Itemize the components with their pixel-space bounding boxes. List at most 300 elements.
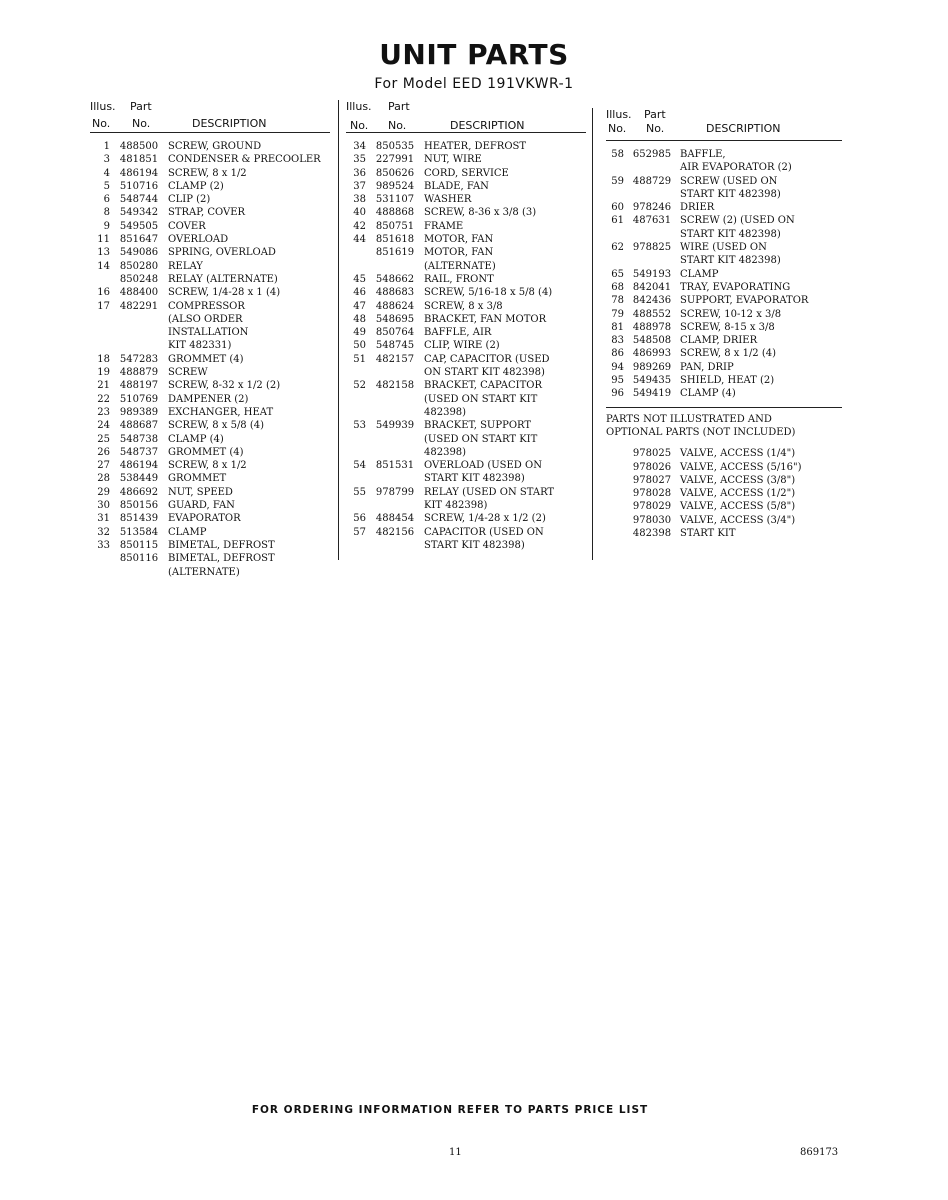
part-number: 548695 — [375, 313, 415, 325]
part-number: 531107 — [375, 194, 415, 206]
part-number: 978028 — [632, 488, 672, 500]
header-description: DESCRIPTION — [192, 117, 267, 130]
part-description: CLAMP (4) — [680, 388, 736, 400]
illus-number — [346, 366, 366, 379]
table-row — [606, 527, 842, 540]
illus-number: 65 — [611, 268, 624, 280]
part-description: NUT, WIRE — [424, 154, 482, 166]
part-description: (ALTERNATE) — [168, 566, 240, 578]
illus-number: 62 — [611, 242, 624, 254]
part-number: 482157 — [375, 353, 415, 365]
table-row — [90, 246, 330, 259]
illus-number — [90, 273, 110, 286]
table-row — [606, 188, 842, 201]
part-number: 488879 — [119, 367, 159, 379]
part-description: (USED ON START KIT — [424, 393, 538, 405]
table-row — [606, 374, 842, 387]
illus-number: 6 — [103, 194, 110, 206]
table-row — [90, 260, 330, 273]
part-description: 482398) — [424, 406, 467, 418]
illus-number — [346, 246, 366, 259]
illus-number: 49 — [353, 327, 366, 339]
part-description: SCREW, 8-36 x 3/8 (3) — [424, 207, 537, 219]
part-number: 488687 — [119, 420, 159, 432]
part-number — [366, 433, 424, 446]
table-row — [346, 206, 586, 219]
part-description: SCREW, 8 x 1/2 — [168, 460, 247, 472]
illus-number: 30 — [97, 500, 110, 512]
part-description: CLIP, WIRE (2) — [424, 340, 500, 352]
parts-list — [346, 140, 586, 552]
illus-number — [606, 514, 624, 527]
illus-number: 16 — [97, 287, 110, 299]
header-illus: Illus. — [90, 100, 116, 113]
part-description: VALVE, ACCESS (5/8") — [680, 501, 796, 513]
table-row — [90, 406, 330, 419]
part-number: 548738 — [119, 433, 159, 445]
part-description: CONDENSER & PRECOOLER — [168, 154, 321, 166]
part-description: GROMMET (4) — [168, 446, 244, 458]
part-description: CLAMP — [168, 526, 207, 538]
table-row — [346, 459, 586, 472]
part-description: START KIT 482398) — [680, 255, 781, 267]
illus-number: 53 — [353, 420, 366, 432]
header-part-no: No. — [388, 119, 407, 132]
part-number: 488552 — [632, 308, 672, 320]
illus-number: 34 — [353, 141, 366, 152]
part-description: SCREW, 1/4-28 x 1/2 (2) — [424, 513, 546, 525]
illus-number: 96 — [611, 388, 624, 400]
part-description: DAMPENER (2) — [168, 393, 249, 405]
part-description: KIT 482398) — [424, 500, 488, 512]
part-description: GROMMET — [168, 473, 227, 485]
part-description: SPRING, OVERLOAD — [168, 247, 276, 259]
part-description: PAN, DRIP — [680, 361, 734, 373]
part-number: 482398 — [632, 528, 672, 540]
optional-parts-note — [606, 407, 842, 440]
table-row — [90, 512, 330, 525]
illus-number: 22 — [97, 393, 110, 405]
table-row — [90, 339, 330, 352]
illus-number: 44 — [353, 234, 366, 246]
part-number: 549419 — [632, 388, 672, 400]
part-description: SCREW (2) (USED ON — [680, 215, 795, 227]
part-number: 989269 — [632, 361, 672, 373]
table-row — [90, 459, 330, 472]
part-number: 989389 — [119, 406, 159, 418]
table-row — [606, 321, 842, 334]
part-number — [110, 566, 168, 579]
table-row — [346, 153, 586, 166]
note-line: PARTS NOT ILLUSTRATED AND — [606, 413, 772, 425]
part-number: 978799 — [375, 486, 415, 498]
part-number: 488500 — [119, 141, 159, 152]
part-number — [624, 254, 680, 267]
illus-number: 51 — [353, 353, 366, 365]
part-number: 510769 — [119, 393, 159, 405]
illus-number: 18 — [97, 353, 110, 365]
part-number: 549193 — [632, 268, 672, 280]
part-description: ON START KIT 482398) — [424, 367, 545, 379]
part-description: CLIP (2) — [168, 194, 211, 206]
illus-number: 60 — [611, 202, 624, 214]
part-number: 978825 — [632, 242, 672, 254]
part-description: MOTOR, FAN — [424, 234, 494, 246]
illus-number — [606, 161, 624, 174]
illus-number: 37 — [353, 180, 366, 192]
table-row — [606, 334, 842, 347]
table-row — [346, 353, 586, 366]
part-number: 978025 — [632, 448, 672, 460]
column-divider — [592, 108, 593, 560]
parts-column-3 — [606, 108, 842, 540]
part-description: CLAMP (4) — [168, 433, 224, 445]
column-header — [346, 100, 586, 133]
illus-number — [606, 228, 624, 241]
part-number: 538449 — [119, 473, 159, 485]
illus-number — [90, 339, 110, 352]
part-number: 227991 — [375, 154, 415, 166]
table-row — [606, 387, 842, 400]
part-description: DRIER — [680, 202, 715, 214]
table-row — [346, 446, 586, 459]
part-description: SCREW, 8 x 3/8 — [424, 300, 503, 312]
illus-number: 56 — [353, 513, 366, 525]
part-description: SCREW, 8-15 x 3/8 — [680, 321, 775, 333]
part-description: CLAMP (2) — [168, 180, 224, 192]
illus-number: 48 — [353, 313, 366, 325]
part-number: 842041 — [632, 281, 672, 293]
part-number: 547283 — [119, 353, 159, 365]
part-number: 486993 — [632, 348, 672, 360]
illus-number: 59 — [611, 175, 624, 187]
part-description: START KIT — [680, 528, 736, 540]
part-description: NUT, SPEED — [168, 486, 233, 498]
part-number: 850535 — [375, 141, 415, 152]
table-row — [90, 539, 330, 552]
part-description: (ALTERNATE) — [424, 260, 496, 272]
part-description: STRAP, COVER — [168, 207, 246, 219]
table-row — [90, 499, 330, 512]
illus-number: 55 — [353, 486, 366, 498]
part-description: TRAY, EVAPORATING — [680, 281, 791, 293]
illus-number: 23 — [97, 406, 110, 418]
table-row — [606, 175, 842, 188]
illus-number: 4 — [103, 167, 110, 179]
table-row — [90, 313, 330, 326]
part-description: SCREW, 8-32 x 1/2 (2) — [168, 380, 281, 392]
part-description: SCREW, 1/4-28 x 1 (4) — [168, 287, 281, 299]
table-row — [90, 206, 330, 219]
part-number — [110, 313, 168, 326]
table-row — [90, 472, 330, 485]
parts-column-2 — [346, 100, 586, 552]
part-number: 549939 — [375, 420, 415, 432]
table-row — [606, 361, 842, 374]
part-description: RELAY — [168, 260, 203, 272]
illus-number: 45 — [353, 273, 366, 285]
part-number — [366, 406, 424, 419]
table-row — [606, 474, 842, 487]
part-number: 842436 — [632, 295, 672, 307]
part-description: BAFFLE, — [680, 149, 726, 160]
part-number — [110, 326, 168, 339]
table-row — [346, 406, 586, 419]
part-description: VALVE, ACCESS (1/4") — [680, 448, 796, 460]
table-row — [346, 193, 586, 206]
part-description: RELAY (USED ON START — [424, 486, 555, 498]
illus-number: 11 — [97, 234, 110, 246]
table-row — [606, 268, 842, 281]
illus-number: 19 — [97, 367, 110, 379]
table-row — [346, 326, 586, 339]
illus-number — [346, 260, 366, 273]
header-illus: Illus. — [606, 108, 632, 121]
part-number: 548662 — [375, 273, 415, 285]
table-row — [346, 220, 586, 233]
part-number: 488197 — [119, 380, 159, 392]
part-number: 488729 — [632, 175, 672, 187]
illus-number: 40 — [353, 207, 366, 219]
illus-number: 3 — [103, 154, 110, 166]
header-illus: Illus. — [346, 100, 372, 113]
part-number — [366, 472, 424, 485]
part-description: SCREW, 5/16-18 x 5/8 (4) — [424, 287, 553, 299]
part-number: 548744 — [119, 194, 159, 206]
part-description: OVERLOAD (USED ON — [424, 460, 542, 472]
illus-number: 8 — [103, 207, 110, 219]
table-row — [346, 526, 586, 539]
part-number — [366, 499, 424, 512]
illus-number: 32 — [97, 526, 110, 538]
part-number: 548508 — [632, 335, 672, 347]
part-description: SCREW, 8 x 1/2 — [168, 167, 247, 179]
table-row — [606, 241, 842, 254]
part-description: CLAMP, DRIER — [680, 335, 758, 347]
part-number — [624, 188, 680, 201]
illus-number — [346, 393, 366, 406]
parts-column-1 — [90, 100, 330, 579]
part-description: EVAPORATOR — [168, 513, 241, 525]
part-number: 488683 — [375, 287, 415, 299]
part-number: 652985 — [632, 149, 672, 160]
ordering-footer: FOR ORDERING INFORMATION REFER TO PARTS PRICE LIST — [251, 1104, 649, 1116]
part-number: 482158 — [375, 380, 415, 392]
table-row — [90, 180, 330, 193]
illus-number: 52 — [353, 380, 366, 392]
part-description: SUPPORT, EVAPORATOR — [680, 295, 809, 307]
table-row — [90, 393, 330, 406]
part-number: 850116 — [119, 553, 159, 565]
illus-number: 58 — [611, 149, 624, 160]
header-description: DESCRIPTION — [706, 122, 781, 135]
part-description: 482398) — [424, 446, 467, 458]
part-description: FRAME — [424, 220, 464, 232]
table-row — [90, 526, 330, 539]
table-row — [606, 308, 842, 321]
illus-number: 57 — [353, 526, 366, 538]
illus-number: 46 — [353, 287, 366, 299]
part-number: 486194 — [119, 460, 159, 472]
part-description: START KIT 482398) — [680, 228, 781, 240]
part-number: 481851 — [119, 154, 159, 166]
part-description: SCREW (USED ON — [680, 175, 778, 187]
document-number: 869173 — [800, 1147, 839, 1158]
illus-number — [606, 461, 624, 474]
header-part: Part — [644, 108, 666, 121]
illus-number — [606, 500, 624, 513]
illus-number: 33 — [97, 539, 110, 551]
part-description: AIR EVAPORATOR (2) — [680, 162, 792, 174]
illus-number: 78 — [611, 295, 624, 307]
illus-number: 68 — [611, 281, 624, 293]
illus-number: 28 — [97, 473, 110, 485]
table-row — [346, 339, 586, 352]
part-number: 488400 — [119, 287, 159, 299]
optional-parts-list — [606, 447, 842, 540]
part-description: BAFFLE, AIR — [424, 327, 492, 339]
part-description: MOTOR, FAN — [424, 247, 494, 259]
part-description: SCREW — [168, 367, 208, 379]
part-number: 978029 — [632, 501, 672, 513]
illus-number: 13 — [97, 247, 110, 259]
part-number: 850248 — [119, 273, 159, 285]
illus-number — [606, 254, 624, 267]
table-row — [90, 446, 330, 459]
part-description: START KIT 482398) — [680, 188, 781, 200]
illus-number: 31 — [97, 513, 110, 525]
table-row — [90, 286, 330, 299]
part-number: 487631 — [632, 215, 672, 227]
illus-number: 27 — [97, 460, 110, 472]
table-row — [90, 486, 330, 499]
table-row — [606, 347, 842, 360]
header-part-no: No. — [132, 117, 151, 130]
table-row — [346, 180, 586, 193]
illus-number — [606, 474, 624, 487]
part-description: EXCHANGER, HEAT — [168, 406, 274, 418]
part-number: 978027 — [632, 474, 672, 486]
part-description: VALVE, ACCESS (5/16") — [680, 461, 802, 473]
part-number — [624, 228, 680, 241]
illus-number: 42 — [353, 220, 366, 232]
header-illus-no: No. — [92, 117, 111, 130]
illus-number: 54 — [353, 460, 366, 472]
table-row — [346, 472, 586, 485]
part-number — [366, 446, 424, 459]
illus-number: 17 — [97, 300, 110, 312]
illus-number: 86 — [611, 348, 624, 360]
illus-number: 21 — [97, 380, 110, 392]
illus-number: 81 — [611, 321, 624, 333]
table-row — [90, 233, 330, 246]
part-number: 482156 — [375, 526, 415, 538]
part-description: CORD, SERVICE — [424, 167, 509, 179]
part-description: VALVE, ACCESS (1/2") — [680, 488, 796, 500]
part-description: RAIL, FRONT — [424, 273, 494, 285]
table-row — [346, 273, 586, 286]
model-subtitle: For Model EED 191VKWR-1 — [374, 76, 574, 92]
illus-number — [90, 552, 110, 565]
part-description: SCREW, GROUND — [168, 141, 262, 152]
part-description: CAP, CAPACITOR (USED — [424, 353, 550, 365]
illus-number: 29 — [97, 486, 110, 498]
illus-number — [346, 406, 366, 419]
part-number: 488868 — [375, 207, 415, 219]
part-number: 989524 — [375, 180, 415, 192]
table-row — [90, 419, 330, 432]
part-number: 850280 — [119, 260, 159, 272]
part-description: COVER — [168, 220, 206, 232]
column-header — [606, 108, 842, 141]
part-description: KIT 482331) — [168, 340, 232, 352]
part-description: BLADE, FAN — [424, 180, 489, 192]
table-row — [606, 447, 842, 460]
illus-number: 25 — [97, 433, 110, 445]
part-number — [366, 260, 424, 273]
table-row — [346, 419, 586, 432]
table-row — [90, 220, 330, 233]
part-number: 548737 — [119, 446, 159, 458]
part-number: 850626 — [375, 167, 415, 179]
table-row — [90, 273, 330, 286]
part-number: 488978 — [632, 321, 672, 333]
part-number: 488624 — [375, 300, 415, 312]
table-row — [90, 552, 330, 565]
illus-number — [346, 499, 366, 512]
table-row — [346, 300, 586, 313]
table-row — [90, 140, 330, 153]
illus-number: 36 — [353, 167, 366, 179]
part-number: 486194 — [119, 167, 159, 179]
column-divider — [338, 100, 339, 560]
table-row — [346, 246, 586, 259]
table-row — [606, 228, 842, 241]
part-number: 549086 — [119, 247, 159, 259]
part-number — [366, 366, 424, 379]
table-row — [606, 148, 842, 161]
part-number — [624, 161, 680, 174]
illus-number: 79 — [611, 308, 624, 320]
part-description: (ALSO ORDER — [168, 313, 243, 325]
part-description: WIRE (USED ON — [680, 242, 767, 254]
illus-number: 83 — [611, 335, 624, 347]
part-description: BRACKET, SUPPORT — [424, 420, 532, 432]
table-row — [90, 566, 330, 579]
table-row — [606, 281, 842, 294]
table-row — [90, 167, 330, 180]
part-description: SCREW, 8 x 1/2 (4) — [680, 348, 777, 360]
part-description: RELAY (ALTERNATE) — [168, 273, 278, 285]
table-row — [90, 300, 330, 313]
page-number: 11 — [449, 1147, 462, 1158]
part-number: 850156 — [119, 500, 159, 512]
table-row — [346, 433, 586, 446]
table-row — [90, 433, 330, 446]
part-number: 978246 — [632, 202, 672, 214]
table-row — [346, 379, 586, 392]
page-title: UNIT PARTS — [379, 38, 569, 71]
illus-number: 5 — [103, 180, 110, 192]
table-row — [606, 254, 842, 267]
part-number — [110, 339, 168, 352]
table-row — [90, 193, 330, 206]
part-description: COMPRESSOR — [168, 300, 245, 312]
part-description: START KIT 482398) — [424, 473, 525, 485]
table-row — [346, 167, 586, 180]
table-row — [346, 366, 586, 379]
part-number: 851647 — [119, 234, 159, 246]
